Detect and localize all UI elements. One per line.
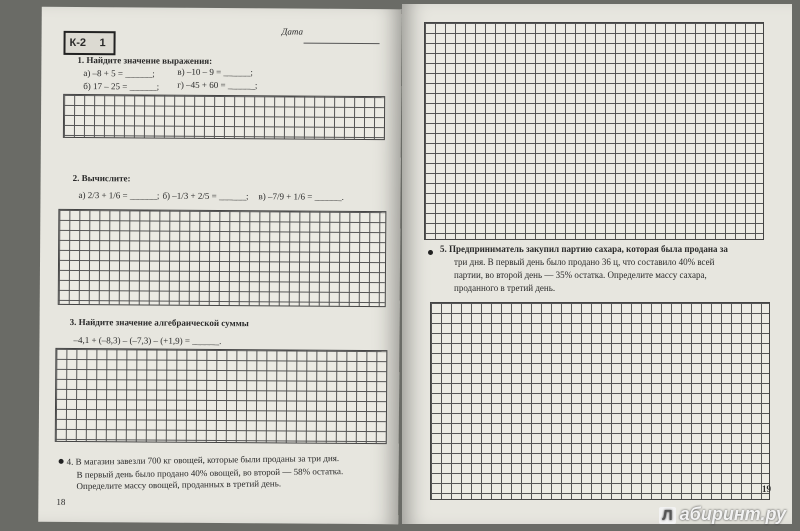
watermark-text: абиринт.ру: [679, 504, 786, 524]
q5-line4: проданного в третий день.: [454, 283, 556, 293]
watermark-badge: Л: [659, 507, 676, 524]
left-page: [38, 7, 402, 525]
q2-answer-grid: [58, 209, 387, 307]
labirint-watermark: [659, 504, 786, 525]
tag-code: К-2: [69, 36, 87, 50]
date-label: Дата: [281, 26, 304, 37]
q4-line3: Определите массу овощей, проданных в третий день.: [76, 478, 282, 492]
q1-b: б) 17 – 25 = ______;: [83, 81, 160, 92]
bullet-marker: [59, 459, 64, 464]
q4-answer-grid: [424, 22, 764, 240]
q1-g: г) –45 + 60 = ______;: [177, 79, 258, 91]
q2-b: б) –1/3 + 2/5 = ______;: [162, 190, 249, 202]
page-number-right: 19: [762, 484, 771, 494]
q3-expression: –4,1 + (–8,3) – (–7,3) – (+1,9) = ______.: [73, 334, 222, 347]
q5-line1: 5. Предприниматель закупил партию сахара, которая была продана за: [440, 244, 728, 254]
date-line: [304, 35, 380, 45]
tag-number: 1: [99, 37, 106, 50]
q2-a: а) 2/3 + 1/6 = ______;: [78, 190, 160, 201]
q3-answer-grid: [55, 348, 388, 444]
q5-line2: три дня. В первый день было продано 36 ц, что составило 40% всей: [454, 257, 715, 267]
q2-title: 2. Вычислите:: [72, 172, 131, 184]
q4-line1: 4. В магазин завезли 700 кг овощей, которые были проданы за три дня.: [66, 452, 340, 467]
page-number-left: 18: [56, 496, 66, 507]
q1-a: а) –8 + 5 = ______;: [83, 68, 155, 79]
q1-v: в) –10 – 9 = ______;: [177, 66, 253, 78]
q4-line2: В первый день было продано 40% овощей, во второй — 58% остатка.: [76, 466, 344, 480]
test-tag: [63, 31, 115, 55]
q5-line3: партии, во второй день — 35% остатка. Определите массу сахара,: [454, 270, 707, 280]
right-page: [402, 4, 792, 524]
bullet-marker: [428, 250, 433, 255]
q3-title: 3. Найдите значение алгебраической суммы: [69, 316, 249, 329]
q1-answer-grid: [63, 94, 385, 140]
q1-title: 1. Найдите значение выражения:: [77, 54, 213, 66]
q2-v: в) –7/9 + 1/6 = ______.: [258, 191, 344, 202]
q5-answer-grid: [430, 302, 770, 500]
